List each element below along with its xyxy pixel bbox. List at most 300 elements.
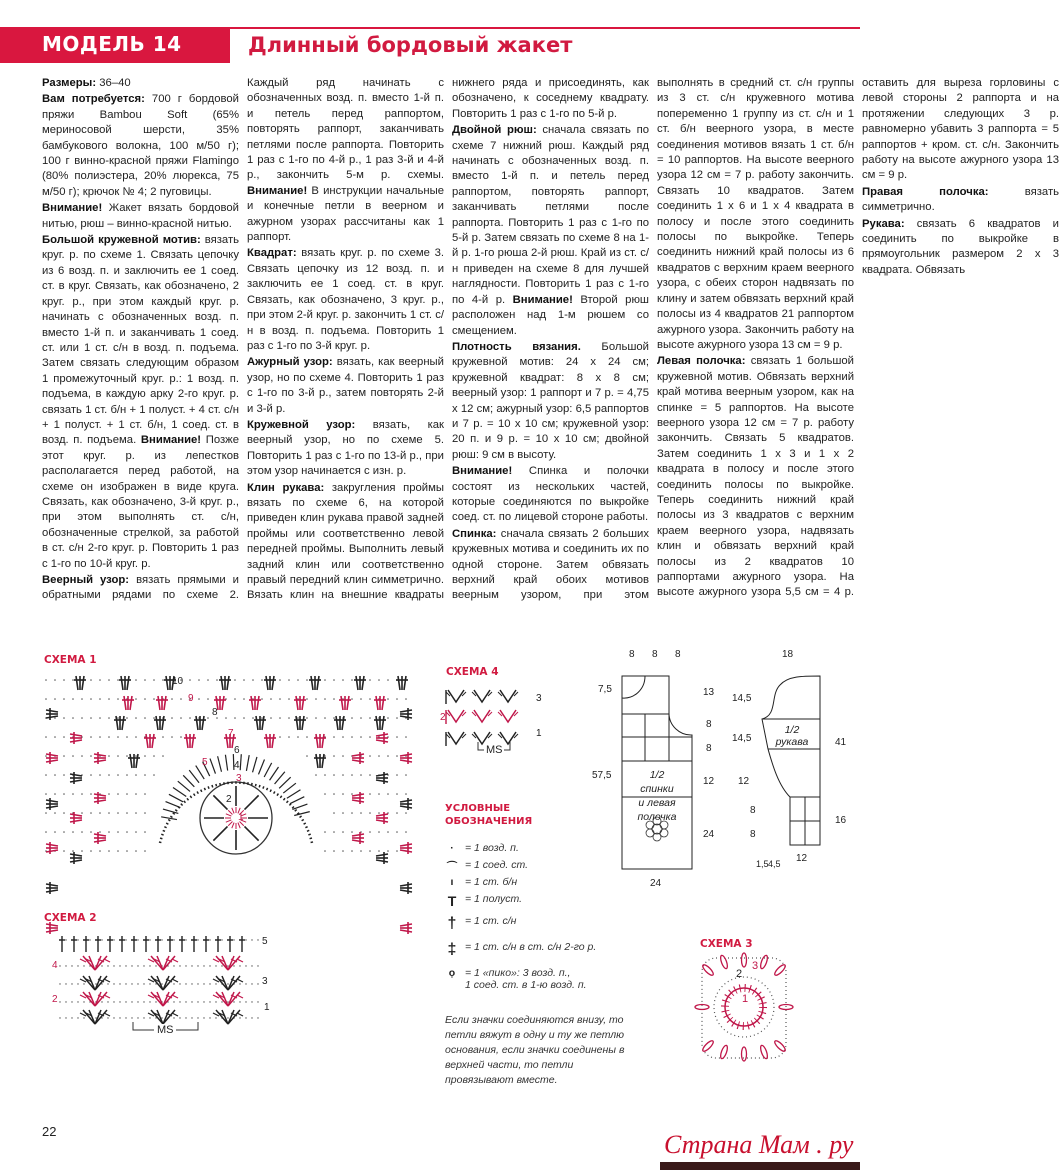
chain-dot xyxy=(119,965,120,966)
fan-stitch xyxy=(95,976,107,990)
lace-label: Кружевной узор: xyxy=(247,418,356,431)
dimension-label: 1,5 xyxy=(756,859,769,869)
chain-dot xyxy=(59,1001,60,1002)
fan-text: вязать прямыми и обратными рядами по схеме 2. Каждый ряд начинать с обозначенных возд. п. вместо 1-й п. и петель перед раппортом, повторять раппорт, заканчивать петлями после раппорта. Повторить 1 раз с 1-го по 4-й р., 1 раз 3-й и 4-й р., закончить 5-м р. схемы. xyxy=(42,77,444,602)
chain-dot xyxy=(227,965,228,966)
site-watermark: Страна Мам . ру xyxy=(664,1130,854,1159)
chain-dot xyxy=(45,812,47,814)
dimension-label: 8 xyxy=(706,743,712,754)
scheme-3-row-numbers xyxy=(736,960,758,1005)
slip-stitch-icon: ⌒ xyxy=(446,861,458,873)
chain-dot xyxy=(77,1001,78,1002)
chain-dot xyxy=(101,939,102,940)
attention-text: Второй рюш расположен над 1-м рюшем со смещением. xyxy=(452,293,649,337)
side-stitch-group xyxy=(46,842,58,854)
row-number: 10 xyxy=(172,676,184,687)
chain-dot xyxy=(405,698,407,700)
bottom-edge-bar xyxy=(660,1162,860,1170)
fan-bar xyxy=(237,995,243,998)
chain-dot xyxy=(117,717,119,719)
chain-dot xyxy=(351,812,353,814)
chain-dot xyxy=(125,939,126,940)
dimension-label: 13 xyxy=(703,687,715,698)
row-number: 9 xyxy=(188,693,194,704)
side-stitch-group xyxy=(400,842,412,854)
chain-dot xyxy=(143,1017,144,1018)
model-label: МОДЕЛЬ 14 xyxy=(42,32,182,56)
chain-dot xyxy=(137,983,138,984)
chain-dot xyxy=(342,774,344,776)
dimension-label: 8 xyxy=(652,649,658,660)
materials-text: 700 г бордовой пряжи Bambou Soft (65% мериносовой шерсти, 35% бамбукового волокна, 100 м/50 г); 100 г винно-красной пряжи Flamingo (80% полиэстера, 20% люрекса, 75 м/50 г); крючок № 4; 2 пуговицы. xyxy=(42,93,239,198)
chain-dot xyxy=(137,1017,138,1018)
chain-dot xyxy=(72,850,74,852)
chain-dot xyxy=(185,1001,186,1002)
legend-item-hdc xyxy=(445,893,635,915)
chain-dot xyxy=(90,812,92,814)
chain-dot xyxy=(185,965,186,966)
page-number: 22 xyxy=(42,1124,57,1139)
chain-dot xyxy=(378,679,380,681)
body-label xyxy=(638,769,677,823)
v-stitch xyxy=(500,690,516,702)
stitch-group xyxy=(254,716,266,730)
fan-stitch xyxy=(95,1010,107,1024)
chain-dot xyxy=(63,698,65,700)
row-number: 1 xyxy=(264,1002,270,1013)
chain-dot xyxy=(191,983,192,984)
left-front-text: связать 1 большой кружевной мотив. Обвязать верхний край мотива веерным узором, как на спинке = 5 раппортов. На высоте веерного узора 12 см = 7 р. работу закончить. Связать 5 квадратов. Затем соединить 1 x 3 и 1 x 2 квадрата в полосу и после этого соединить полосы по выкройке. Теперь соединить нижний край полосы из 3 квадратов с верхним краем веерного узора, надвязать клин и обвязать верхний край полосы из 2 квадратов 10 раппортами ажурного узора. На высоте ажурного узора 5,5 см = 4 р. оставить для выреза горловины с левой стороны 2 раппорта и на протяжении следующих 3 р. равномерно убавить 3 раппорта = 5 раппортов + кром. ст. с/н. Закончить работу на высоте ажурного узора 13 см = 9 р. xyxy=(657,77,1059,599)
chain-dot xyxy=(369,698,371,700)
dimension-label: 12 xyxy=(738,776,750,787)
sleeve-label-line: 1/2 xyxy=(784,724,800,736)
chain-dot xyxy=(315,774,317,776)
chain-dot xyxy=(63,679,65,681)
chain-dot xyxy=(144,698,146,700)
chain-dot xyxy=(77,983,78,984)
chain-dot xyxy=(197,983,198,984)
chain-dot xyxy=(315,698,317,700)
v-stitch xyxy=(448,690,464,702)
stitch-group xyxy=(264,676,276,690)
chain-dot xyxy=(77,939,78,940)
row-number: 4 xyxy=(52,960,58,971)
chain-dot xyxy=(203,983,204,984)
chain-stitch-icon: · xyxy=(450,842,454,854)
chain-dot xyxy=(209,1017,210,1018)
picot-icon: ọ xyxy=(448,967,456,979)
sleeve-label-line: рукава xyxy=(775,736,809,748)
chain-dot xyxy=(54,831,56,833)
chain-dot xyxy=(369,717,371,719)
side-stitch-group xyxy=(400,752,412,764)
chain-dot xyxy=(333,717,335,719)
chain-dot xyxy=(119,1001,120,1002)
chain-dot xyxy=(72,679,74,681)
chain-dot xyxy=(144,679,146,681)
v-stitch xyxy=(474,732,490,744)
petal-stitch xyxy=(759,1045,768,1060)
chain-dot xyxy=(153,774,155,776)
chain-dot xyxy=(378,831,380,833)
paragraph-lace xyxy=(247,418,444,480)
chain-dot xyxy=(126,850,128,852)
chain-dot xyxy=(257,939,258,940)
chain-dot xyxy=(63,774,65,776)
dimension-label: 8 xyxy=(750,805,756,816)
chain-dot xyxy=(45,679,47,681)
chain-dot xyxy=(99,774,101,776)
half-double-crochet-icon: T xyxy=(447,893,457,909)
chain-dot xyxy=(396,755,398,757)
attention-text: Жакет вязать бордовой нитью, рюш – винно-красной нитью. xyxy=(42,202,239,230)
chain-dot xyxy=(117,793,119,795)
stitch-group xyxy=(114,716,126,730)
petal-stitch xyxy=(773,1039,786,1052)
dimension-label: 7,5 xyxy=(598,684,612,695)
scheme-2-stitches xyxy=(59,936,259,1024)
legend-item-dc-post xyxy=(445,941,635,967)
chain-dot xyxy=(360,812,362,814)
chain-dot xyxy=(396,717,398,719)
chain-dot xyxy=(108,717,110,719)
chain-dot xyxy=(117,831,119,833)
body-pattern-schematic xyxy=(590,645,720,890)
paragraph-materials xyxy=(42,92,239,200)
row-number: 3 xyxy=(536,693,542,704)
scheme-4-diagram xyxy=(438,680,578,760)
chain-dot xyxy=(135,831,137,833)
back-text: сначала связать 2 больших кружевных мотива и соединить их по одной стороне. Затем обвязать верхний край обоих мотивов веерным узором, при этом выполнять в средний ст. с/н группы из 3 ст. с/н кружевного мотива попеременно 1 группу из ст. с/н и 1 ст. б/н веерного узора, в месте соединения мотивов вязать 1 ст. б/н = 10 раппортов. На высоте веерного узора 12 см = 7 р. работу закончить. Связать 10 квадратов. Затем соединить 1 x 6 и 1 x 4 квадрата в полосу и после этого соединить полосы по выкройке. Теперь соединить нижний край полосы из 6 квадратов с верхним краем веерного узора, с обеих сторон надвязать по клину и затем обвязать верхний край полосы из 4 квадратов 21 раппортом ажурного узора. Закончить работу на высоте ажурного узора 13 см = 9 р. xyxy=(452,77,854,602)
fan-stitch xyxy=(83,956,95,970)
fan-stitch xyxy=(151,956,163,970)
attention-label: Внимание! xyxy=(140,434,202,447)
chain-dot xyxy=(198,679,200,681)
side-stitch-group xyxy=(376,852,388,864)
chain-dot xyxy=(243,698,245,700)
fan-stitch xyxy=(163,976,175,990)
attention-text: Позже этот круг. р. из лепестков располагается перед работой, на схеме он изображен в виде круга. Связать, как обозначено, 3-й круг. р., при этом выполнять ст. с/н, обозначенные стрелкой, за работой в ст. с/н 2-го круг. р. Повторить 1 раз с 1-го по 10-й круг. р. xyxy=(42,434,239,570)
chain-dot xyxy=(125,983,126,984)
stitch-group xyxy=(354,676,366,690)
chain-dot xyxy=(83,965,84,966)
side-stitch-group xyxy=(70,852,82,864)
fan-bar xyxy=(104,979,110,982)
chain-dot xyxy=(245,965,246,966)
chain-dot xyxy=(117,736,119,738)
chain-dot xyxy=(198,698,200,700)
chain-dot xyxy=(251,1017,252,1018)
chain-dot xyxy=(72,717,74,719)
chain-dot xyxy=(126,774,128,776)
scheme-1-row-numbers xyxy=(172,676,244,823)
side-stitch-group xyxy=(70,732,82,744)
scheme-2-title: СХЕМА 2 xyxy=(44,912,97,924)
chain-dot xyxy=(227,1001,228,1002)
chain-dot xyxy=(108,736,110,738)
chain-dot xyxy=(215,965,216,966)
fan-stitch xyxy=(163,956,175,970)
chain-dot xyxy=(108,831,110,833)
paragraph-ruffle xyxy=(452,123,649,339)
side-stitch-group xyxy=(400,922,412,934)
chain-dot xyxy=(288,698,290,700)
chain-dot xyxy=(153,755,155,757)
chain-dot xyxy=(306,755,308,757)
chain-dot xyxy=(369,831,371,833)
sleeve-wedge-label: Клин рукава: xyxy=(247,481,325,494)
stitch-group xyxy=(374,716,386,730)
chain-dot xyxy=(252,717,254,719)
attention-label: Внимание! xyxy=(247,184,308,197)
chain-dot xyxy=(342,831,344,833)
legend-text: = 1 полуст. xyxy=(465,893,523,905)
chain-dot xyxy=(90,679,92,681)
chain-dot xyxy=(360,774,362,776)
v-stitch xyxy=(500,732,516,744)
side-stitch-group xyxy=(94,752,106,764)
v-stitch xyxy=(474,710,490,722)
fan-stitch xyxy=(228,976,240,990)
repeat-label: MS xyxy=(486,744,503,756)
chain-dot xyxy=(405,793,407,795)
body-label-line: и левая xyxy=(638,797,676,809)
chain-dot xyxy=(54,717,56,719)
chain-dot xyxy=(83,1017,84,1018)
petal-stitch xyxy=(701,1039,714,1052)
stitch-group xyxy=(74,676,86,690)
stitch-group xyxy=(264,734,276,748)
sizes-value: 36–40 xyxy=(96,77,131,89)
chain-dot xyxy=(99,679,101,681)
attention-label: Внимание! xyxy=(452,465,513,478)
chain-dot xyxy=(351,679,353,681)
chain-dot xyxy=(351,793,353,795)
chain-dot xyxy=(396,736,398,738)
chain-dot xyxy=(173,1001,174,1002)
chain-dot xyxy=(243,679,245,681)
chain-dot xyxy=(144,755,146,757)
left-front-label: Левая полочка: xyxy=(657,355,746,368)
chain-dot xyxy=(149,965,150,966)
sleeve-label xyxy=(775,724,809,748)
openwork-label: Ажурный узор: xyxy=(247,356,333,369)
side-stitch-group xyxy=(46,708,58,720)
chain-dot xyxy=(251,1001,252,1002)
row-number: 3 xyxy=(262,976,268,987)
petal-stitch xyxy=(759,955,768,970)
chain-dot xyxy=(90,793,92,795)
chain-dot xyxy=(144,812,146,814)
stitch-group xyxy=(156,696,168,710)
ruffle-text: сначала связать по схеме 7 нижний рюш. Каждый ряд начинать с обозначенных возд. п. вместо 1-й п. и петель перед раппортом, повторять раппорт, заканчивать петлями после раппорта. Повторить 1 раз с 1-го по 5-й р. Затем связать по схеме 8 на 1-й р. 1-го рюша 2-й рюш. Край из ст. с/н приведен на схеме 8 для лучшей наглядности. Повторить 1 раз с 1-го по 4-й р. xyxy=(452,124,649,306)
chain-dot xyxy=(297,717,299,719)
chain-dot xyxy=(72,793,74,795)
chain-dot xyxy=(387,755,389,757)
paragraph-sleeves xyxy=(862,217,1059,279)
row-number: 1 xyxy=(238,812,244,823)
chain-dot xyxy=(405,736,407,738)
chain-dot xyxy=(245,983,246,984)
fan-stitch xyxy=(83,1010,95,1024)
chain-dot xyxy=(173,983,174,984)
paragraph-motif xyxy=(42,233,239,572)
chain-dot xyxy=(135,717,137,719)
chain-dot xyxy=(144,850,146,852)
dimension-label: 8 xyxy=(675,649,681,660)
chain-dot xyxy=(306,679,308,681)
legend-text: = 1 соед. ст. xyxy=(465,859,529,871)
row-number: 8 xyxy=(212,707,218,718)
fan-bar xyxy=(237,979,243,982)
chain-dot xyxy=(99,717,101,719)
chain-dot xyxy=(369,679,371,681)
dimension-label: 24 xyxy=(703,829,715,840)
dimension-label: 57,5 xyxy=(592,770,612,781)
chain-dot xyxy=(135,850,137,852)
chain-dot xyxy=(333,698,335,700)
chain-dot xyxy=(63,736,65,738)
chain-dot xyxy=(324,698,326,700)
chain-dot xyxy=(203,965,204,966)
sleeve-wedge-text: закругления проймы вязать по схеме 6, на которой приведен клин рукава правой задней проймы или соответственно левой передней проймы. Выполнить левый задний клин или соответственно правый передний клин симметрично. Вязать клин на внешние квадраты нижнего ряда и присоединять, как обозначено, к соседнему квадрату. Повторить 1 раз с 1-го по 5-й р. xyxy=(247,77,649,602)
chain-dot xyxy=(54,793,56,795)
fan-bar xyxy=(172,959,178,962)
chain-dot xyxy=(234,717,236,719)
stitch-group xyxy=(119,676,131,690)
petal-stitch xyxy=(719,1045,728,1060)
square-text: вязать круг. р. по схеме 3. Связать цепочку из 12 возд. п. и заключить ее 1 соед. ст. в круг. Связать, как обозначено, 3 круг. р., при этом 2-й круг. р. закончить 1 ст. с/н в возд. п. подъема. Повторить 1 раз с 1-го по 3-й круг. р. xyxy=(247,247,444,352)
post-double-crochet-icon: ‡ xyxy=(447,941,457,958)
row-number: 4 xyxy=(234,760,240,771)
stitch-group xyxy=(184,734,196,748)
chain-dot xyxy=(135,755,137,757)
chain-dot xyxy=(45,755,47,757)
chain-dot xyxy=(215,983,216,984)
article-body xyxy=(42,76,1059,616)
scheme-3-outer-dots xyxy=(702,958,786,1058)
dimension-label: 8 xyxy=(629,649,635,660)
fan-bar xyxy=(172,1013,178,1016)
chain-dot xyxy=(126,793,128,795)
chain-dot xyxy=(161,939,162,940)
chain-dot xyxy=(54,736,56,738)
chain-dot xyxy=(233,965,234,966)
row-number: 2 xyxy=(736,968,743,980)
fan-bar xyxy=(104,995,110,998)
chain-dot xyxy=(288,717,290,719)
chain-dot xyxy=(161,1017,162,1018)
chain-dot xyxy=(324,717,326,719)
single-crochet-icon: ı xyxy=(450,876,454,888)
v-stitch xyxy=(474,690,490,702)
chain-dot xyxy=(396,831,398,833)
chain-dot xyxy=(207,679,209,681)
chain-dot xyxy=(59,1017,60,1018)
chain-dot xyxy=(342,736,344,738)
chain-dot xyxy=(180,736,182,738)
scheme-1-diagram xyxy=(40,668,420,878)
chain-dot xyxy=(257,1001,258,1002)
stitch-group xyxy=(314,734,326,748)
row-number: 5 xyxy=(202,757,208,768)
chain-dot xyxy=(45,774,47,776)
chain-dot xyxy=(90,698,92,700)
chain-dot xyxy=(227,983,228,984)
fan-bar xyxy=(104,959,110,962)
chain-dot xyxy=(54,698,56,700)
chain-dot xyxy=(239,1001,240,1002)
legend-item-picot xyxy=(445,967,635,999)
row-number: 5 xyxy=(262,936,268,947)
chain-dot xyxy=(45,736,47,738)
chain-dot xyxy=(71,983,72,984)
chain-dot xyxy=(107,1001,108,1002)
chain-dot xyxy=(215,1017,216,1018)
chain-dot xyxy=(333,679,335,681)
chain-dot xyxy=(135,793,137,795)
chain-dot xyxy=(279,679,281,681)
chain-dot xyxy=(171,736,173,738)
chain-dot xyxy=(125,965,126,966)
chain-dot xyxy=(297,736,299,738)
gauge-label: Плотность вязания. xyxy=(452,340,581,353)
materials-label: Вам потребуется: xyxy=(42,93,145,106)
chain-dot xyxy=(65,965,66,966)
chain-dot xyxy=(143,1001,144,1002)
chain-dot xyxy=(144,717,146,719)
chain-dot xyxy=(225,717,227,719)
scheme-3-petals xyxy=(695,953,793,1061)
chain-dot xyxy=(324,679,326,681)
chain-dot xyxy=(191,1001,192,1002)
chain-dot xyxy=(173,939,174,940)
chain-dot xyxy=(360,698,362,700)
chain-dot xyxy=(261,717,263,719)
fan-stitch xyxy=(163,992,175,1006)
chain-dot xyxy=(288,679,290,681)
chain-dot xyxy=(99,698,101,700)
row-number: 7 xyxy=(228,728,234,739)
stitch-group xyxy=(144,734,156,748)
stitch-group xyxy=(219,676,231,690)
chain-dot xyxy=(333,736,335,738)
chain-dot xyxy=(72,831,74,833)
chain-dot xyxy=(162,679,164,681)
chain-dot xyxy=(71,1017,72,1018)
fan-stitch xyxy=(95,956,107,970)
attention-label: Внимание! xyxy=(42,202,103,215)
scheme-1-dot-grid xyxy=(45,679,407,852)
chain-dot xyxy=(234,698,236,700)
paragraph-openwork xyxy=(247,355,444,417)
body-label-line: полочка xyxy=(637,811,677,823)
stitch-group xyxy=(122,696,134,710)
chain-dot xyxy=(191,1017,192,1018)
chain-dot xyxy=(306,736,308,738)
chain-dot xyxy=(387,717,389,719)
fan-stitch xyxy=(163,1010,175,1024)
chain-dot xyxy=(99,850,101,852)
side-stitch-group xyxy=(352,752,364,764)
chain-dot xyxy=(252,679,254,681)
chain-dot xyxy=(83,1001,84,1002)
chain-dot xyxy=(209,939,210,940)
chain-dot xyxy=(171,698,173,700)
side-stitch-group xyxy=(70,772,82,784)
chain-dot xyxy=(207,698,209,700)
chain-dot xyxy=(137,939,138,940)
